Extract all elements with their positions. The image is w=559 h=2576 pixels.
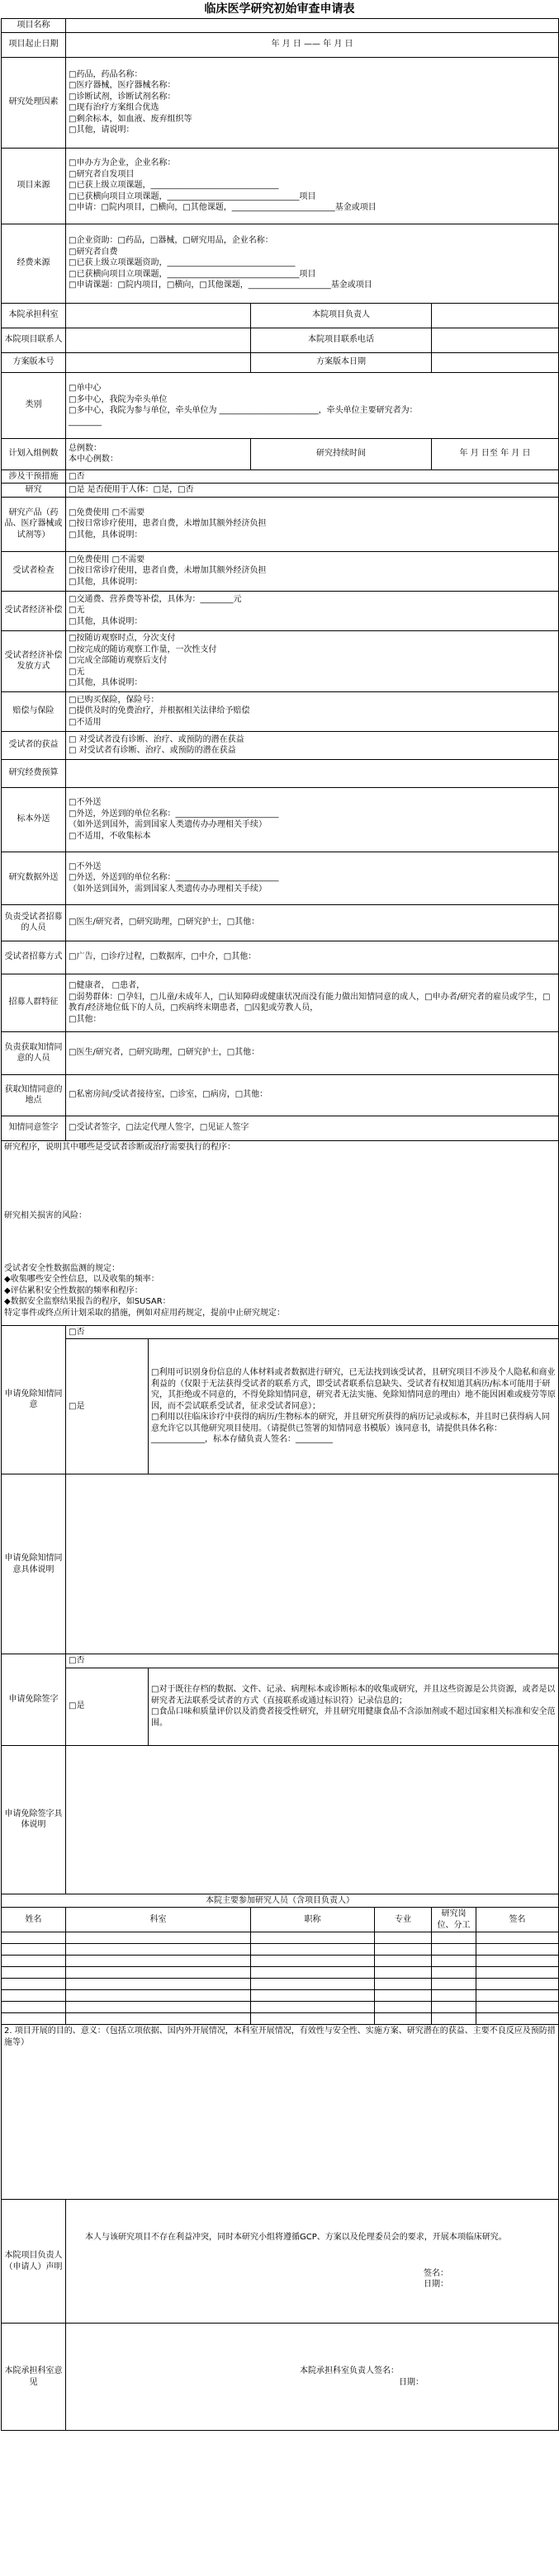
dept-cell[interactable] bbox=[66, 1932, 251, 1944]
dept-cell[interactable] bbox=[66, 2002, 251, 2013]
phone-label: 本院项目联系电话 bbox=[251, 328, 432, 352]
option-line: □已获横向项目立项课题，________________________________项目 bbox=[69, 269, 316, 279]
signature-cell[interactable] bbox=[476, 1944, 559, 1956]
row-waiver-signature-no bbox=[2, 1654, 559, 1668]
option-line: □多中心，我院为参与单位，牵头单位为 ________________________，牵头单位主要研究者为： bbox=[69, 406, 418, 415]
version-date-label: 方案版本日期 bbox=[251, 352, 432, 372]
recruiter-options[interactable]: □医生/研究者，□研究助理，□研究护士，□其他： bbox=[66, 904, 559, 941]
waiver-consent-options[interactable] bbox=[149, 1339, 559, 1474]
name-cell[interactable] bbox=[2, 1956, 66, 1967]
signature-cell[interactable] bbox=[476, 1932, 559, 1944]
research-options[interactable]: □是 是否使用于人体：□是，□否 bbox=[66, 484, 559, 498]
option-line: □其他，请说明： bbox=[69, 125, 135, 134]
declaration-text: 本人与该研究项目不存在利益冲突，同时本研究小组将遵循GCP、方案以及伦理委员会的要求，开展本项临床研究。 bbox=[85, 2233, 507, 2243]
name-cell[interactable] bbox=[2, 1932, 66, 1944]
personnel-header-row bbox=[2, 1908, 559, 1932]
subject-compensation-options[interactable] bbox=[66, 591, 559, 630]
waiver-signature-options[interactable] bbox=[149, 1668, 559, 1745]
research-label: 研究 bbox=[2, 484, 66, 498]
option-line: □现有治疗方案组合优选 bbox=[69, 103, 159, 112]
table-row bbox=[2, 1956, 559, 1967]
option-line: □弱势群体：□孕妇，□儿童/未成年人，□认知障碍或健康状况而没有能力做出知情同意的成人，□申办者/研究者的雇员或学生，□教育/经济地位低下的人员，□疾病终末期患者，□囚犯或劳教人员， bbox=[69, 992, 551, 1012]
row-contact bbox=[2, 328, 559, 352]
risk-line: 研究相关损害的风险： bbox=[4, 1211, 87, 1220]
compensation-method-label: 受试者经济补偿发放方式 bbox=[2, 630, 66, 691]
category-options[interactable] bbox=[66, 372, 559, 438]
row-project-source bbox=[2, 148, 559, 224]
option-line: □多中心，我院为牵头单位 bbox=[69, 394, 168, 404]
safety-line: ◆数据安全监察结果报告的程序，如SUSAR： bbox=[4, 1297, 171, 1306]
signature-cell[interactable] bbox=[476, 2013, 559, 2025]
specialty-cell[interactable] bbox=[375, 1990, 432, 2002]
form-table bbox=[1, 18, 559, 2431]
role-cell[interactable] bbox=[432, 1979, 476, 1990]
table-row bbox=[2, 1932, 559, 1944]
row-consent-signer bbox=[2, 1116, 559, 1140]
option-line: □研究者自费 bbox=[69, 247, 118, 257]
role-cell[interactable] bbox=[432, 1932, 476, 1944]
option-line: □按日常诊疗使用，患者自费，未增加其额外经济负担 bbox=[69, 566, 267, 576]
title-cell[interactable] bbox=[251, 2002, 375, 2013]
compensation-method-options[interactable] bbox=[66, 630, 559, 691]
row-dates bbox=[2, 32, 559, 57]
specialty-cell[interactable] bbox=[375, 1967, 432, 1979]
title-cell[interactable] bbox=[251, 1956, 375, 1967]
project-name-value[interactable] bbox=[66, 19, 559, 33]
subject-benefit-options[interactable] bbox=[66, 731, 559, 759]
option-line: □申请课题：□院内项目，□横向，□其他课题，____________________基金或项目 bbox=[69, 281, 372, 290]
waiver-sign-reason-label: 申请免除签字具体说明 bbox=[2, 1745, 66, 1894]
row-consent-person bbox=[2, 1031, 559, 1074]
option-line: □其他： bbox=[69, 1014, 102, 1024]
option-line: □利用以往临床诊疗中获得的病历/生物标本的研究，并且研究所获得的病历记录或标本，并且时已获得病人同意允许它以其他研究项目使用。（请提供已签署的知情同意书模版）该同意书，请提供具体名称：_____________，标本存储负责人签名：_________ bbox=[151, 1413, 550, 1445]
budget-value[interactable] bbox=[66, 759, 559, 787]
waiver-consent-no[interactable]: □否 bbox=[66, 1325, 559, 1339]
dept-opinion-sign: 本院承担科室负责人签名： bbox=[300, 2366, 399, 2375]
subject-checks-label: 受试者检查 bbox=[2, 551, 66, 591]
duration-value[interactable]: 年 月 日至 年 月 日 bbox=[432, 438, 559, 469]
option-line: □不适用，不收集标本 bbox=[69, 831, 151, 841]
col-header-specialty: 专业 bbox=[375, 1908, 432, 1932]
enrollment-counts[interactable] bbox=[66, 438, 251, 469]
waiver-sign-reason-value[interactable] bbox=[66, 1745, 559, 1894]
intervention-options[interactable]: □否 bbox=[66, 469, 559, 484]
row-recruit-population bbox=[2, 974, 559, 1031]
signature-cell[interactable] bbox=[476, 1990, 559, 2002]
procedure-line: 研究程序，说明其中哪些是受试者诊断或治疗需要执行的程序： bbox=[4, 1142, 235, 1152]
row-research-type bbox=[2, 57, 559, 148]
waiver-reason-value[interactable] bbox=[66, 1474, 559, 1654]
intervention-label: 涉及干预措施 bbox=[2, 469, 66, 484]
measures-line: 特定事件或终点所计划采取的措施，例如对症用药规定，提前中止研究规定： bbox=[4, 1308, 285, 1318]
form-title: 临床医学研究初始审查申请表 bbox=[204, 2, 355, 16]
option-line: □无 bbox=[69, 667, 85, 677]
option-line: □申请：□院内项目，□横向，□其他课题，_________________________基金或项目 bbox=[69, 203, 377, 213]
option-line: □已获上级立项课题，_______________________________ bbox=[69, 181, 279, 191]
name-cell[interactable] bbox=[2, 1979, 66, 1990]
col-header-title: 职称 bbox=[251, 1908, 375, 1932]
dept-cell[interactable] bbox=[66, 1990, 251, 2002]
subject-checks-options[interactable] bbox=[66, 551, 559, 591]
option-line: □按完成的随访观察工作量，一次性支付 bbox=[69, 644, 217, 654]
table-row bbox=[2, 1944, 559, 1956]
row-data-outsourcing bbox=[2, 852, 559, 904]
dept-opinion-label: 本院承担科室意见 bbox=[2, 2324, 66, 2431]
row-declaration bbox=[2, 2200, 559, 2324]
option-line: □不外送 bbox=[69, 861, 102, 871]
title-cell[interactable] bbox=[251, 1967, 375, 1979]
consent-signer-label: 知情同意签字 bbox=[2, 1116, 66, 1140]
consent-person-options[interactable]: □医生/研究者，□研究助理，□研究护士，□其他： bbox=[66, 1031, 559, 1074]
specialty-cell[interactable] bbox=[375, 1932, 432, 1944]
option-line: □提供及时的免费治疗，并根据相关法律给予赔偿 bbox=[69, 706, 250, 716]
option-line: □其他，具体说明： bbox=[69, 530, 143, 540]
title-cell[interactable] bbox=[251, 2013, 375, 2025]
waiver-reason-label: 申请免除知情同意具体说明 bbox=[2, 1474, 66, 1654]
row-budget bbox=[2, 759, 559, 787]
personnel-title: 本院主要参加研究人员（含项目负责人） bbox=[2, 1894, 559, 1908]
row-subject-benefit bbox=[2, 731, 559, 759]
dept-opinion-block[interactable] bbox=[66, 2324, 559, 2431]
declaration-block[interactable] bbox=[66, 2200, 559, 2324]
option-line: □单中心 bbox=[69, 384, 102, 393]
col-header-role: 研究岗位、分工 bbox=[432, 1908, 476, 1932]
option-line: □已获上级立项课题资助，_______________________________ bbox=[69, 258, 296, 268]
row-waiver-sign-reason bbox=[2, 1745, 559, 1894]
option-line: □不外送 bbox=[69, 798, 102, 807]
row-product-supply bbox=[2, 497, 559, 551]
specialty-cell[interactable] bbox=[375, 2002, 432, 2013]
subject-benefit-label: 受试者的获益 bbox=[2, 731, 66, 759]
role-cell[interactable] bbox=[432, 1956, 476, 1967]
table-row bbox=[2, 2013, 559, 2025]
name-cell[interactable] bbox=[2, 1967, 66, 1979]
dept-cell[interactable] bbox=[66, 1967, 251, 1979]
option-line: □食品口味和质量评价以及消费者接受性研究，并且研究用健康食品不含添加剂或不超过国家相关标准和安全范围。 bbox=[151, 1707, 556, 1728]
center-count: 本中心例数： bbox=[69, 455, 118, 464]
recruit-method-options[interactable]: □广告，□诊疗过程，□数据库，□中介，□其他： bbox=[66, 941, 559, 974]
row-waiver-consent-no bbox=[2, 1325, 559, 1339]
name-cell[interactable] bbox=[2, 2002, 66, 2013]
consent-place-options[interactable]: □私密房间/受试者接待室，□诊室，□病房，□其他： bbox=[66, 1074, 559, 1116]
declaration-date: 日期： bbox=[424, 2280, 448, 2290]
pi-label: 本院项目负责人 bbox=[251, 303, 432, 328]
table-row bbox=[2, 1990, 559, 2002]
dept-cell[interactable] bbox=[66, 2013, 251, 2025]
row-subject-checks bbox=[2, 551, 559, 591]
role-cell[interactable] bbox=[432, 1990, 476, 2002]
row-category bbox=[2, 372, 559, 438]
funding-source-options[interactable] bbox=[66, 224, 559, 303]
specialty-cell[interactable] bbox=[375, 1944, 432, 1956]
option-line: □利用可识别身份信息的人体材料或者数据进行研究，已无法找到该受试者，且研究项目不涉及个人隐私和商业利益的（仅限于无法获得受试者的联系方式，即受试者联系信息缺失、受试者有权知道其病历/标本可能用于研究，其拒绝或不同意的，不得免除知情同意，研究者无法实施、免除知情同意的理由）地不能因困难或疲劳等原因，而不尝试联系受试者，征求受试者同意）； bbox=[151, 1368, 556, 1411]
consent-signer-options[interactable]: □受试者签字，□法定代理人签字，□见证人签字 bbox=[66, 1116, 559, 1140]
option-line: □研究者自发项目 bbox=[69, 169, 135, 179]
row-intervention bbox=[2, 469, 559, 484]
dept-label: 本院承担科室 bbox=[2, 303, 66, 328]
title-cell[interactable] bbox=[251, 1944, 375, 1956]
option-line: □免费使用 □不需要 bbox=[69, 507, 145, 517]
option-line: □健康者， □患者， bbox=[69, 981, 145, 990]
row-funding-source bbox=[2, 224, 559, 303]
col-header-name: 姓名 bbox=[2, 1908, 66, 1932]
option-line: □已获横向项目立项课题，________________________________项目 bbox=[69, 191, 316, 201]
budget-label: 研究经费预算 bbox=[2, 759, 66, 787]
contact-label: 本院项目联系人 bbox=[2, 328, 66, 352]
row-project-name bbox=[2, 19, 559, 33]
enrollment-label: 计划入组例数 bbox=[2, 438, 66, 469]
row-recruiter bbox=[2, 904, 559, 941]
option-line: （如外送到国外，需到国家人类遗传办办理相关手续） bbox=[69, 884, 267, 894]
row-procedure-block bbox=[2, 1140, 559, 1325]
option-line: □无 bbox=[69, 606, 85, 616]
waiver-signature-no[interactable]: □否 bbox=[66, 1654, 559, 1668]
dept-cell[interactable] bbox=[66, 1944, 251, 1956]
waiver-consent-yes[interactable]: □是 bbox=[66, 1339, 149, 1474]
product-supply-options[interactable] bbox=[66, 497, 559, 551]
row-insurance bbox=[2, 691, 559, 731]
option-line: □申办方为企业，企业名称： bbox=[69, 158, 176, 168]
option-line: ________ bbox=[69, 417, 102, 427]
project-source-label: 项目来源 bbox=[2, 148, 66, 224]
signature-cell[interactable] bbox=[476, 1979, 559, 1990]
version-date-value[interactable] bbox=[432, 352, 559, 372]
declaration-label: 本院项目负责人（申请人）声明 bbox=[2, 2200, 66, 2324]
row-dept bbox=[2, 303, 559, 328]
waiver-signature-yes[interactable]: □是 bbox=[66, 1668, 149, 1745]
dept-cell[interactable] bbox=[66, 1956, 251, 1967]
row-subject-compensation bbox=[2, 591, 559, 630]
phone-value[interactable] bbox=[432, 328, 559, 352]
row-rationale bbox=[2, 2025, 559, 2200]
option-line: □按日常诊疗使用，患者自费，未增加其额外经济负担 bbox=[69, 519, 267, 529]
option-line: □药品，药品名称： bbox=[69, 69, 143, 79]
version-value[interactable] bbox=[66, 352, 251, 372]
title-cell[interactable] bbox=[251, 1979, 375, 1990]
row-version bbox=[2, 352, 559, 372]
product-supply-label: 研究产品（药品、医疗器械或试剂等） bbox=[2, 497, 66, 551]
option-line: □外送，外送到的单位名称：_________________________ bbox=[69, 809, 279, 819]
total-count: 总例数： bbox=[69, 443, 102, 453]
insurance-options[interactable] bbox=[66, 691, 559, 731]
col-header-signature: 签名 bbox=[476, 1908, 559, 1932]
signature-cell[interactable] bbox=[476, 1967, 559, 1979]
option-line: □按随访观察时点，分次支付 bbox=[69, 634, 176, 644]
procedure-block[interactable] bbox=[2, 1140, 559, 1325]
research-type-label: 研究处理因素 bbox=[2, 57, 66, 148]
subject-compensation-label: 受试者经济补偿 bbox=[2, 591, 66, 630]
role-cell[interactable] bbox=[432, 2002, 476, 2013]
dates-label: 项目起止日期 bbox=[2, 32, 66, 57]
safety-line: 受试者安全性数据监测的规定： bbox=[4, 1263, 120, 1273]
role-cell[interactable] bbox=[432, 2013, 476, 2025]
contact-value[interactable] bbox=[66, 328, 251, 352]
role-cell[interactable] bbox=[432, 1967, 476, 1979]
option-line: □不适用 bbox=[69, 717, 102, 727]
data-outsourcing-label: 研究数据外送 bbox=[2, 852, 66, 904]
option-line: （如外送到国外，需到国家人类遗传办办理相关手续） bbox=[69, 820, 267, 829]
research-type-options[interactable] bbox=[66, 57, 559, 148]
title-cell[interactable] bbox=[251, 1990, 375, 2002]
option-line: □其他，具体说明： bbox=[69, 678, 143, 688]
signature-cell[interactable] bbox=[476, 1956, 559, 1967]
option-line: □剩余标本，如血液、废弃组织等 bbox=[69, 114, 192, 124]
specialty-cell[interactable] bbox=[375, 2013, 432, 2025]
row-waiver-reason bbox=[2, 1474, 559, 1654]
row-consent-place bbox=[2, 1074, 559, 1116]
rationale-block[interactable]: 2. 项目开展的目的、意义：（包括立项依据、国内外开展情况，本科室开展情况，有效性与安全性、实施方案、研究潜在的获益、主要不良反应及预防措施等） bbox=[2, 2025, 559, 2200]
recruit-population-label: 招募人群特征 bbox=[2, 974, 66, 1031]
safety-line: ◆收集哪些安全性信息，以及收集的频率： bbox=[4, 1275, 159, 1284]
option-line: □完成全部随访观察后支付 bbox=[69, 656, 168, 666]
option-line: □交通费、营养费等补偿，具体为：________元 bbox=[69, 594, 242, 604]
title-cell[interactable] bbox=[251, 1932, 375, 1944]
category-label: 类别 bbox=[2, 372, 66, 438]
project-name-label: 项目名称 bbox=[2, 19, 66, 33]
option-line: □企业资助：□药品，□器械，□研究用品，企业名称： bbox=[69, 236, 273, 246]
specialty-cell[interactable] bbox=[375, 1979, 432, 1990]
dept-cell[interactable] bbox=[66, 1979, 251, 1990]
name-cell[interactable] bbox=[2, 2013, 66, 2025]
option-line: □外送，外送到的单位名称：_________________________ bbox=[69, 873, 279, 883]
row-compensation-method bbox=[2, 630, 559, 691]
waiver-consent-label: 申请免除知情同意 bbox=[2, 1325, 66, 1474]
specimen-outsourcing-options[interactable] bbox=[66, 787, 559, 852]
declaration-sign: 签名： bbox=[424, 2268, 448, 2278]
option-line: □ 对受试者有诊断、治疗、或预防的潜在获益 bbox=[69, 746, 236, 755]
safety-line: ◆评估累积安全性数据的频率和程序： bbox=[4, 1286, 143, 1295]
name-cell[interactable] bbox=[2, 1944, 66, 1956]
row-research bbox=[2, 484, 559, 498]
row-specimen-outsourcing bbox=[2, 787, 559, 852]
option-line: □其他，具体说明： bbox=[69, 577, 143, 587]
row-dept-opinion bbox=[2, 2324, 559, 2431]
option-line: □诊断试剂，诊断试剂名称： bbox=[69, 92, 176, 101]
row-personnel-title bbox=[2, 1894, 559, 1908]
signature-cell[interactable] bbox=[476, 2002, 559, 2013]
dept-value[interactable] bbox=[66, 303, 251, 328]
row-enrollment bbox=[2, 438, 559, 469]
table-row bbox=[2, 2002, 559, 2013]
option-line: □医疗器械，医疗器械名称： bbox=[69, 81, 176, 90]
consent-person-label: 负责获取知情同意的人员 bbox=[2, 1031, 66, 1074]
funding-source-label: 经费来源 bbox=[2, 224, 66, 303]
duration-label: 研究持续时间 bbox=[251, 438, 432, 469]
option-line: □已购买保险，保险号： bbox=[69, 695, 159, 705]
option-line: □其他，具体说明： bbox=[69, 616, 143, 626]
specialty-cell[interactable] bbox=[375, 1956, 432, 1967]
option-line: □免费使用 □不需要 bbox=[69, 554, 145, 564]
recruit-method-label: 受试者招募方式 bbox=[2, 941, 66, 974]
version-label: 方案版本号 bbox=[2, 352, 66, 372]
insurance-label: 赔偿与保险 bbox=[2, 691, 66, 731]
project-source-options[interactable] bbox=[66, 148, 559, 224]
option-line: □ 对受试者没有诊断、治疗、或预防的潜在获益 bbox=[69, 734, 244, 744]
data-outsourcing-options[interactable] bbox=[66, 852, 559, 904]
table-row bbox=[2, 1979, 559, 1990]
table-row bbox=[2, 1967, 559, 1979]
role-cell[interactable] bbox=[432, 1944, 476, 1956]
name-cell[interactable] bbox=[2, 1990, 66, 2002]
row-recruit-method bbox=[2, 941, 559, 974]
row-waiver-signature-yes bbox=[2, 1668, 559, 1745]
recruiter-label: 负责受试者招募的人员 bbox=[2, 904, 66, 941]
waiver-signature-label: 申请免除签字 bbox=[2, 1654, 66, 1746]
consent-place-label: 获取知情同意的地点 bbox=[2, 1074, 66, 1116]
row-waiver-consent-yes bbox=[2, 1339, 559, 1474]
recruit-population-options[interactable] bbox=[66, 974, 559, 1031]
dept-opinion-date: 日期： bbox=[399, 2377, 424, 2387]
specimen-outsourcing-label: 标本外送 bbox=[2, 787, 66, 852]
dates-value[interactable]: 年 月 日 —— 年 月 日 bbox=[66, 32, 559, 57]
col-header-dept: 科室 bbox=[66, 1908, 251, 1932]
pi-value[interactable] bbox=[432, 303, 559, 328]
option-line: □对于既往存档的数据、文件、记录、病理标本或诊断标本的收集或研究，并且这些资源是公共资源，或者是以研究者无法联系受试者的方式（直接联系或通过标识符）记录信息的； bbox=[151, 1685, 556, 1706]
